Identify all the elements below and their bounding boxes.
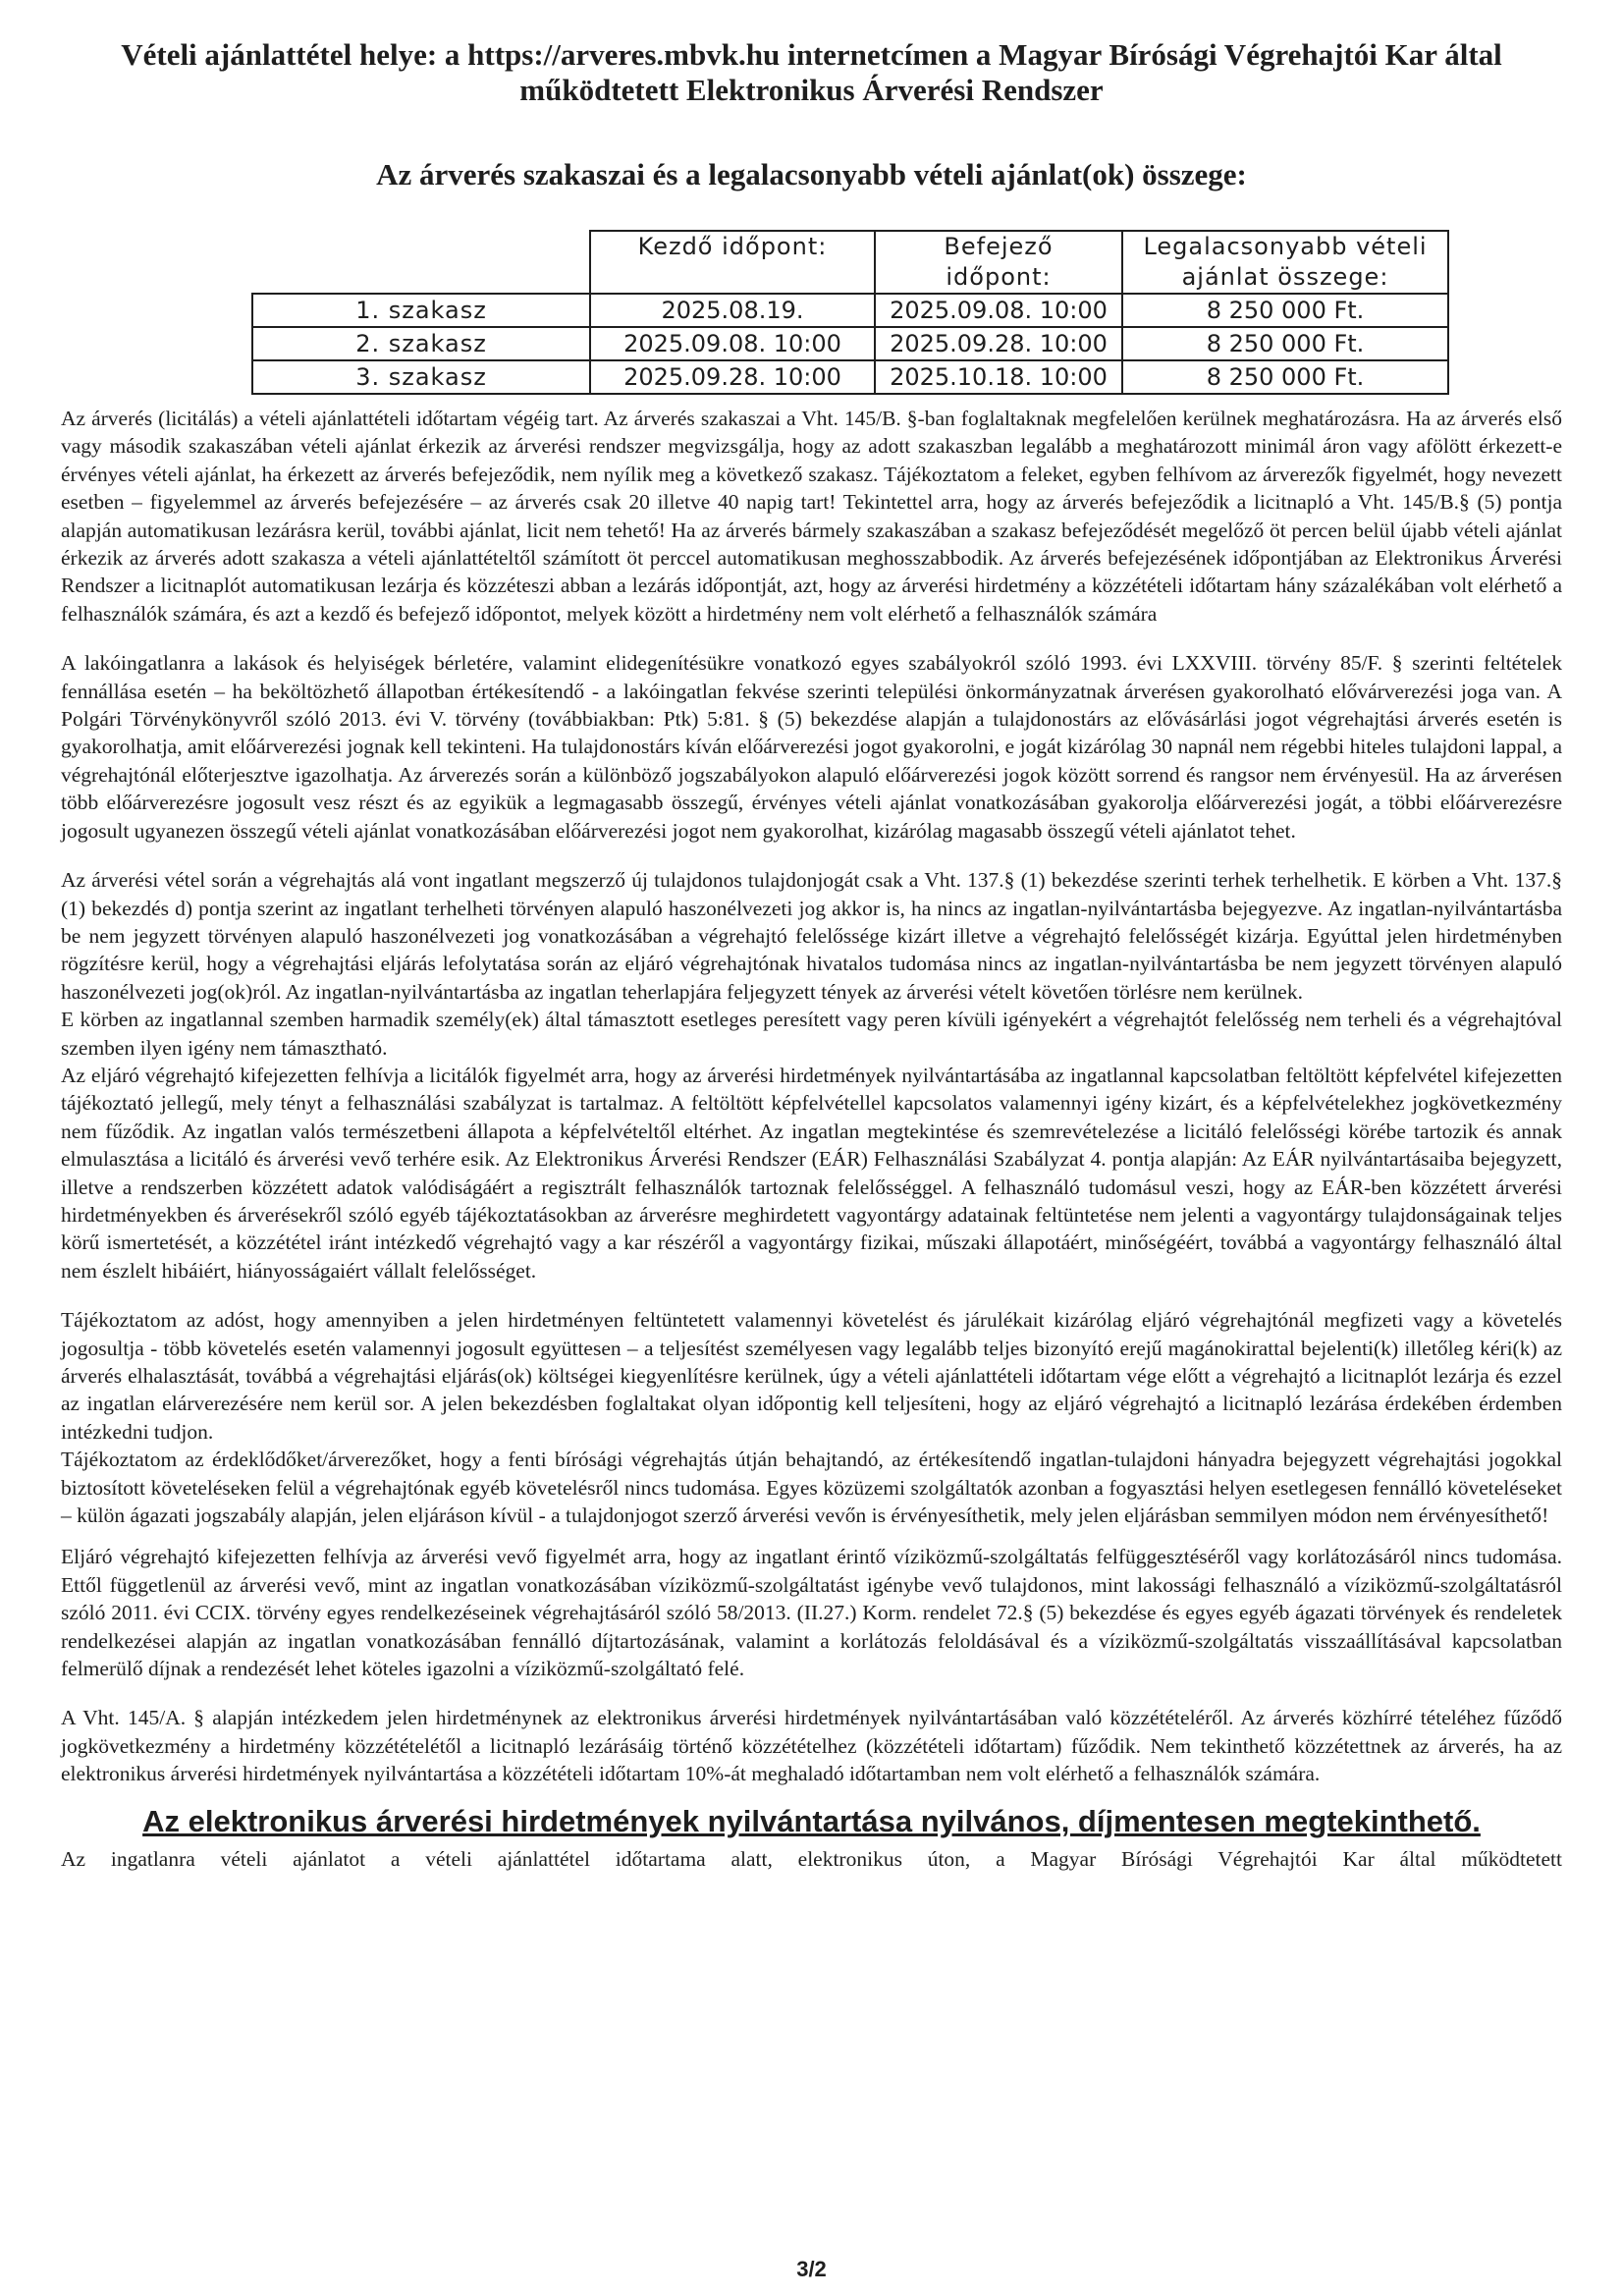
stage-end: 2025.09.28. 10:00 — [875, 327, 1122, 360]
stage-label: 1. szakasz — [252, 294, 590, 327]
table-header-row — [252, 231, 1448, 294]
paragraph-auction-stages: Az árverés (licitálás) a vételi ajánlattételi időtartam végéig tart. Az árverés szakaszai a Vht. 145/B. §-ban foglaltaknak megfelelően kerülnek meghatározásra. Ha az árverés első vagy második szakaszában vételi ajánlat érkezik az árverési rendszer megvizsgálja, hogy az adott szakaszban legalább a meghatározott minimál áron vagy afölött érkezett-e érvényes vételi ajánlat, ha érkezett az árverés befejeződik, nem nyílik meg a következő szakasz. Tájékoztatom a feleket, egyben felhívom az árverezők figyelmét, hogy nevezett esetben – figyelemmel az árverés befejezésére – az árverés csak 20 illetve 40 napig tart! Tekintettel arra, hogy az árverés befejeződik a licitnapló a Vht. 145/B.§ (5) pontja alapján automatikusan lezárásra kerül, további ajánlat, licit nem tehető! Ha az árverés bármely szakaszában a szakasz befejeződését megelőző öt percen belül újabb vételi ajánlat érkezik az árverés adott szakasza a vételi ajánlattételtől számított öt perccel automatikusan meghosszabbodik. Az árverés befejezésének időpontjában az Elektronikus Árverési Rendszer a licitnaplót automatikusan lezárja és közzéteszi abban a lezárás időpontját, azt, hogy az árverési hirdetmény a közzétételi időtartam hány százalékában volt elérhető a felhasználók számára, és azt a kezdő és befejező időpontot, melyek között a hirdetmény nem volt elérhető a felhasználók számára — [61, 407, 1562, 626]
paragraph-third-party-claims: E körben az ingatlannal szemben harmadik személy(ek) által támasztott esetleges peresített vagy peren kívüli igényekért a végrehajtót felelősség nem terheli és a végrehajtóval szemben ilyen igény nem támasztható. — [61, 1008, 1562, 1060]
stage-min-bid: 8 250 000 Ft. — [1122, 294, 1448, 327]
stage-start: 2025.09.28. 10:00 — [590, 360, 875, 394]
table-row — [252, 294, 1448, 327]
page-title — [105, 37, 1519, 108]
title-line-1: Vételi ajánlattétel helye: a https://arveres.mbvk.hu internetcímen a Magyar Bírósági Végrehajtói Kar által — [121, 37, 1502, 72]
stage-end: 2025.09.08. 10:00 — [875, 294, 1122, 327]
paragraph-publication: A Vht. 145/A. § alapján intézkedem jelen hirdetménynek az elektronikus árverési hirdetmények nyilvántartásában való közzétételéről. Az árverés közhírré tételéhez fűződő jogkövetkezmény a hirdetmény közzétételétől a licitnapló lezárásáig történő közzétételhez (közzétételi időtartam) fűződik. Nem tekinthető közzétettnek az árverés, ha az elektronikus árverési hirdetmények nyilvántartása a közzétételi időtartam 10%-át meghaladó időtartamban nem volt elérhető a felhasználók számára. — [61, 1706, 1562, 1786]
paragraph-encumbrances: Az árverési vétel során a végrehajtás alá vont ingatlant megszerző új tulajdonos tulajdonjogát csak a Vht. 137.§ (1) bekezdése szerinti terhek terhelhetik. E körben a Vht. 137.§ (1) bekezdés d) pontja szerint az ingatlant terhelheti törvényen alapuló haszonélvezeti jog akkor is, ha nincs az ingatlan-nyilvántartásba bejegyezve. Az ingatlan-nyilvántartásba be nem jegyzett törvényen alapuló haszonélvezeti jog vonatkozásában a végrehajtó felelőssége kizárt illetve a végrehajtó felelősségét kizárja. Egyúttal jelen hirdetményben rögzítésre kerül, hogy a végrehajtási eljárás lefolytatása során az eljáró végrehajtónak hivatalos tudomása nincs az ingatlan-nyilvántartásba be nem jegyzett törvényen alapuló haszonélvezeti jog(ok)ról. Az ingatlan-nyilvántartásba az ingatlan teherlapjára feljegyzett tények az árverési vételt követően törlésre nem kerülnek. — [61, 868, 1562, 1004]
paragraph-photos-disclaimer: Az eljáró végrehajtó kifejezetten felhívja a licitálók figyelmét arra, hogy az árverési hirdetmények nyilvántartásába az ingatlannal kapcsolatban feltöltött képfelvétel kifejezetten tájékoztató jellegű, mely tényt a felhasználási szabályzat is tartalmaz. A feltöltött képfelvétellel kapcsolatos valamennyi igény kizárt, és a képfelvételekhez jogkövetkezmény nem fűződik. Az ingatlan valós természetbeni állapota a képfelvételtől eltérhet. Az ingatlan megtekintése és szemrevételezése a licitáló felelősségi körébe tartozik és annak elmulasztása a licitáló és árverési vevő terhére esik. Az Elektronikus Árverési Rendszer (EÁR) Felhasználási Szabályzat 4. pontja alapján: Az EÁR nyilvántartásaiba bejegyzett, illetve a rendszerben közzétett adatok valódiságáért a regisztrált felhasználók tartoznak felelősséggel. A felhasználó tudomásul veszi, hogy az EÁR-ben közzétett árverési hirdetményekben és árverésekről szóló egyéb tájékoztatásokban az árverésre meghirdetett vagyontárgy adatainak feltüntetése nem jelenti a vagyontárgy tulajdonságainak teljes körű ismertetését, a közzététel iránt intézkedő végrehajtó vagy a kar részéről a vagyontárgy fizikai, műszaki állapotáért, minőségéért, továbbá a vagyontárgy felhasználó által nem észlelt hibáiért, hiányosságaiért vállalt felelősséget. — [61, 1063, 1562, 1283]
header-end: Befejező időpont: — [875, 231, 1122, 294]
paragraph-other-claims: Tájékoztatom az érdeklődőket/árverezőket, hogy a fenti bírósági végrehajtás útján behajtandó, az értékesítendő ingatlan-tulajdoni hányadra bejegyzett végrehajtási jogokkal biztosított követeléseken felül a végrehajtónak egyéb követelésről nincs tudomása. Egyes közüzemi szolgáltatók azonban a fogyasztási helyen esetlegesen fennálló követeléseket – külön ágazati jogszabály alapján, jelen eljáráson kívül - a tulajdonjogot szerző árverési vevőn is érvényesíthetik, mely jelen eljárásban semmilyen módon nem érvényesíthető! — [61, 1448, 1562, 1528]
header-cell-blank — [252, 231, 590, 294]
stage-end: 2025.10.18. 10:00 — [875, 360, 1122, 394]
paragraph-water-utility: Eljáró végrehajtó kifejezetten felhívja az árverési vevő figyelmét arra, hogy az ingatlant érintő víziközmű-szolgáltatás felfüggesztéséről vagy korlátozásáról nincs tudomása. Ettől függetlenül az árverési vevő, mint az ingatlan vonatkozásában víziközmű-szolgáltatást igénybe vevő tulajdonos, mint lakossági felhasználó a víziközmű-szolgáltatásról szóló 2011. évi CCIX. törvény egyes rendelkezéseinek végrehajtásáról szóló 58/2013. (II.27.) Korm. rendelet 72.§ (5) bekezdése és egyes egyéb ágazati törvények és rendeletek rendelkezései alapján az ingatlan vonatkozásában fennálló díjtartozásának, valamint a korlátozás feloldásával és a víziközmű-szolgáltatás visszaállításával kapcsolatban felmerülő díjnak a rendezését lehet köteles igazolni a víziközmű-szolgáltató felé. — [61, 1545, 1562, 1681]
stage-min-bid: 8 250 000 Ft. — [1122, 360, 1448, 394]
header-start: Kezdő időpont: — [590, 231, 875, 294]
stage-min-bid: 8 250 000 Ft. — [1122, 327, 1448, 360]
paragraph-debtor-info: Tájékoztatom az adóst, hogy amennyiben a jelen hirdetményen feltüntetett valamennyi követelést és járulékait kizárólag eljáró végrehajtónál megfizeti vagy a követelés jogosultja - több követelés esetén valamennyi jogosult együttesen – a teljesítést személyesen vagy legalább teljes bizonyító erejű magánokirattal bejelenti(k) illetőleg kéri(k) az árverés elhalasztását, továbbá a végrehajtási eljárás(ok) költségei kiegyenlítésre kerülnek, úgy a vételi ajánlattételi időtartam vége előtt a végrehajtó a licitnaplót lezárja és ezzel az ingatlan elárverezésére nem kerül sor. A jelen bekezdésben foglaltakat olyan időpontig kell teljesíteni, hogy az eljáró végrehajtó a licitnapló lezárása érdekében érdemben intézkedni tudjon. — [61, 1308, 1562, 1444]
table-row — [252, 360, 1448, 394]
stages-subtitle: Az árverés szakaszai és a legalacsonyabb vételi ajánlat(ok) összege: — [376, 157, 1247, 191]
public-registry-notice: Az elektronikus árverési hirdetmények nyilvántartása nyilvános, díjmentesen megtekinthető. — [142, 1803, 1481, 1838]
title-line-2: működtetett Elektronikus Árverési Rendszer — [519, 73, 1104, 107]
footer-continuation: Az ingatlanra vételi ajánlatot a vételi ajánlattétel időtartama alatt, elektronikus úton, a Magyar Bírósági Végrehajtói Kar által működtetett — [61, 1846, 1562, 1871]
stage-start: 2025.09.08. 10:00 — [590, 327, 875, 360]
table-row — [252, 327, 1448, 360]
stage-start: 2025.08.19. — [590, 294, 875, 327]
paragraph-pre-emption: A lakóingatlanra a lakások és helyiségek bérletére, valamint elidegenítésükre vonatkozó egyes szabályokról szóló 1993. évi LXXVIII. törvény 85/F. § szerinti feltételek fennállása esetén – ha beköltözhető állapotban értékesítendő - a lakóingatlan fekvése szerinti települési önkormányzatnak árverésen gyakorolható elővárverezési joga van. A Polgári Törvénykönyvről szóló 2013. évi V. törvény (továbbiakban: Ptk) 5:81. § (5) bekezdése alapján a tulajdonostárs az elővásárlási jogot végrehajtási árverés esetén is gyakorolhatja, amit előárverezési jognak kell tekinteni. Ha tulajdonostárs kíván előárverezési jogot gyakorolni, e jogát kizárólag 30 napnál nem régebbi hiteles tulajdoni lappal, a végrehajtónál előterjesztve igazolhatja. Az árverezés során a különböző jogszabályokon alapuló előárverezési jogok között sorrend és rangsor nem érvényesül. Ha az árverésen több előárverezésre jogosult vesz részt és az egyikük a legmagasabb összegű, érvényes vételi ajánlat vonatkozásában gyakorolja előárverezési jogát, a többi előárverezésre jogosult ugyanezen összegű vételi ajánlat vonatkozásában előárverezési jogot nem gyakorolhat, kizárólag magasabb összegű vételi ajánlatot tehet. — [61, 651, 1562, 843]
stage-label: 3. szakasz — [252, 360, 590, 394]
page-number: 3/2 — [796, 2257, 827, 2281]
header-min-bid: Legalacsonyabb vételi ajánlat összege: — [1122, 231, 1448, 294]
stage-label: 2. szakasz — [252, 327, 590, 360]
auction-stages-table — [251, 230, 1449, 395]
